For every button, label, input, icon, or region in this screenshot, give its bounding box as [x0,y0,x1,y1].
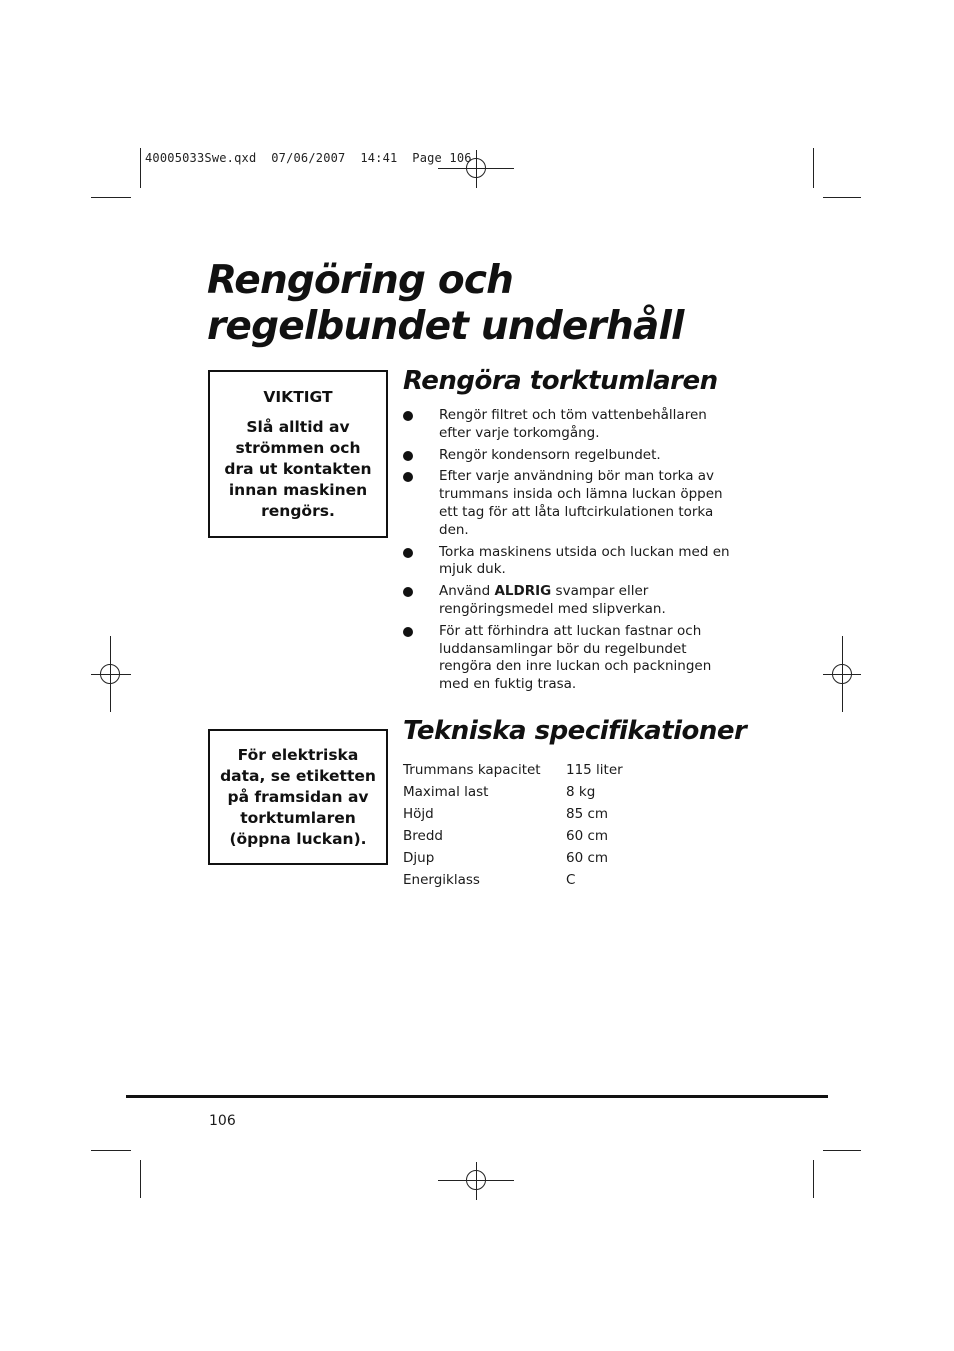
footer-rule [126,1095,828,1098]
table-row [403,781,623,803]
notice-heading: VIKTIGT [263,388,333,406]
bullet-icon [403,548,413,558]
print-slug: 40005033Swe.qxd 07/06/2007 14:41 Page 106 [145,151,472,165]
list-item: Rengör kondensorn regelbundet. [403,447,743,465]
important-notice-box [208,370,388,538]
spec-value: 115 liter [566,762,623,778]
list-item: Torka maskinens utsida och luckan med en mjuk duk. [403,544,743,580]
list-item: Efter varje användning bör man torka av trummans insida och lämna luckan öppen ett tag för att låta luftcirkulationen torka den. [403,468,743,539]
spec-value: 60 cm [566,850,609,866]
notice-text: Slå alltid av strömmen och dra ut kontakten innan maskinen rengörs. [224,418,372,520]
spec-label: Bredd [403,828,443,844]
bullet-icon [403,587,413,597]
emphasis-aldrig: ALDRIG [494,583,552,600]
page-title-line-2: regelbundet underhåll [207,304,684,349]
page-number: 106 [209,1113,236,1129]
table-row [403,803,623,825]
spec-label: Maximal last [403,784,489,800]
spec-label: Trummans kapacitet [403,762,541,778]
specs-heading: Tekniska specifikationer [403,716,747,746]
cleaning-list [403,407,743,698]
table-row [403,847,623,869]
spec-value: C [566,872,576,888]
spec-label: Djup [403,850,435,866]
bullet-icon [403,472,413,482]
table-row [403,825,623,847]
electrical-data-box [208,729,388,865]
spec-value: 8 kg [566,784,596,800]
list-item: För att förhindra att luckan fastnar och luddansamlingar bör du regelbundet rengöra den inre luckan och packningen med en fuktig trasa. [403,623,743,694]
page-title-line-1: Rengöring och [207,258,514,303]
bullet-icon [403,451,413,461]
bullet-icon [403,627,413,637]
specs-table [403,759,623,891]
list-item: Använd ALDRIG svampar eller rengöringsmedel med slipverkan. [403,583,743,619]
page-title [207,258,807,350]
cleaning-heading: Rengöra torktumlaren [403,366,718,396]
table-row [403,759,623,781]
list-item: Rengör filtret och töm vattenbehållaren efter varje torkomgång. [403,407,743,443]
spec-label: Höjd [403,806,434,822]
bullet-icon [403,411,413,421]
spec-value: 60 cm [566,828,609,844]
table-row [403,869,623,891]
spec-label: Energiklass [403,872,480,888]
spec-value: 85 cm [566,806,609,822]
electrical-data-text: För elektriska data, se etiketten på framsidan av torktumlaren (öppna luckan). [220,746,376,848]
